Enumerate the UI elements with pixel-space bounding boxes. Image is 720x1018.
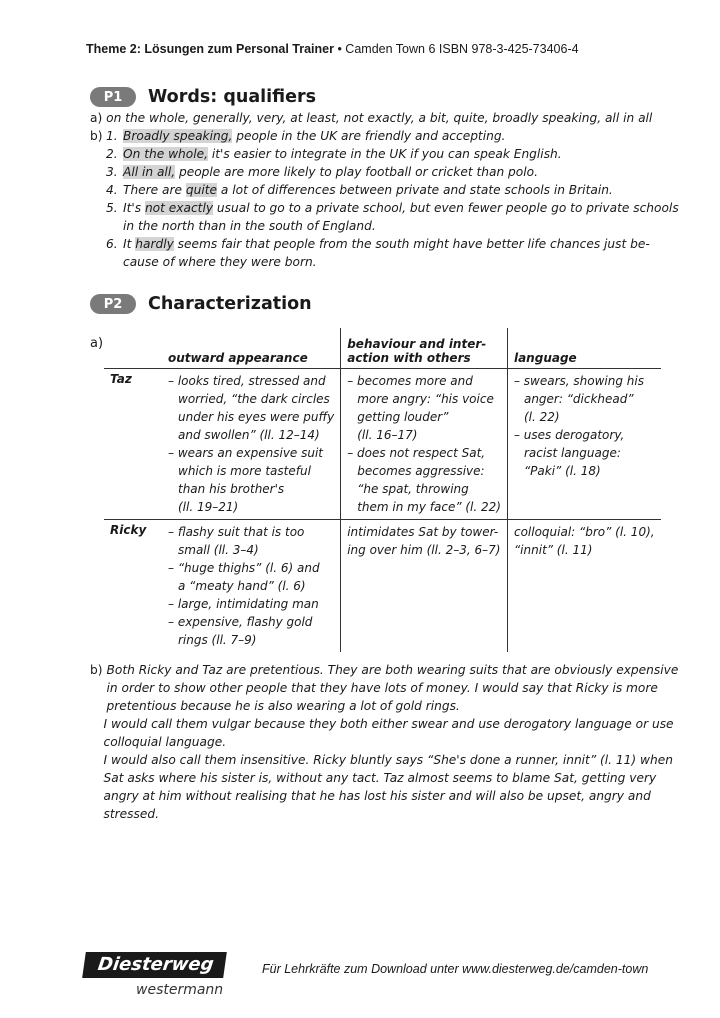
cell-line: – expensive, flashy gold [168,615,313,629]
highlighted-qualifier: not exactly [144,201,214,215]
b-text-line: Both Ricky and Taz are pretentious. They are both wearing suits that are obviously expensive [106,663,679,677]
cell-line: (ll. 16–17) [357,428,418,442]
cell-line: ing over him (ll. 2–3, 6–7) [347,543,501,557]
p2-badge: P2 [90,294,136,314]
b-text-line: I would call them vulgar because they both either swear and use derogatory language or use [103,717,674,731]
p1-b-num: 2. [106,147,118,161]
cell-line: under his eyes were puffy [178,410,335,424]
logo-diesterweg: Diesterweg [82,952,227,978]
cell-line: – does not respect Sat, [347,446,486,460]
characterization-table [104,328,661,652]
highlighted-qualifier: Broadly speaking, [123,129,233,143]
p1-a-text: on the whole, generally, very, at least, not exactly, a bit, quite, broadly speaking, all in all [106,111,653,125]
cell-line: getting louder” [357,410,449,424]
p1-b-item: 5. It's not exactly usual to go to a private school, but even fewer people go to private schools [106,201,679,215]
cell-line: – becomes more and [347,374,473,388]
p2-a-label: a) [90,336,104,351]
table-row-ricky [104,520,661,653]
cell-line: than his brother's [178,482,285,496]
p1-b-num: 1. [106,129,118,143]
publisher-logo [84,952,225,998]
table-row-taz [104,369,661,520]
cell-line: – uses derogatory, [513,428,625,442]
cell-line: – large, intimidating man [168,597,319,611]
cell-line: and swollen” (ll. 12–14) [178,428,320,442]
highlighted-qualifier: On the whole, [123,147,208,161]
ricky-appearance-cell [162,520,341,653]
b-text-line: stressed. [103,807,159,821]
p1-a-line: a) on the whole, generally, very, at least, not exactly, a bit, quite, broadly speaking, all in all [90,111,653,125]
b-text-line: pretentious because he is also wearing a lot of gold rings. [106,699,460,713]
cell-line: “innit” (l. 11) [513,543,593,557]
cell-line: becomes aggressive: [357,464,485,478]
p1-b-item: 4. There are quite a lot of differences between private and state schools in Britain. [106,183,613,197]
b-text-line: Sat asks where his sister is, without any tact. Taz almost seems to blame Sat, getting very [103,771,657,785]
cell-line: intimidates Sat by tower- [347,525,499,539]
taz-appearance-cell [162,369,341,520]
cell-line: (ll. 19–21) [178,500,239,514]
cell-line: a “meaty hand” (l. 6) [178,579,306,593]
p1-b-num: 6. [106,237,118,251]
b-text-line: colloquial language. [103,735,227,749]
p1-b-item: b)1. Broadly speaking, people in the UK are friendly and accepting. [90,129,506,143]
cell-line: rings (ll. 7–9) [178,633,257,647]
cell-line: – flashy suit that is too [168,525,305,539]
row-label-taz: Taz [104,369,162,520]
cell-line: – looks tired, stressed and [168,374,326,388]
highlighted-qualifier: All in all, [123,165,176,179]
corner-cell [104,328,162,369]
p1-b-item: in the north than in the south of England. [123,219,376,233]
p1-b-item: 2. On the whole, it's easier to integrate in the UK if you can speak English. [106,147,562,161]
cell-line: racist language: [523,446,621,460]
ricky-language-cell [507,520,660,653]
cell-line: “Paki” (l. 18) [523,464,601,478]
header-isbn: • Camden Town 6 ISBN 978-3-425-73406-4 [333,42,579,56]
b-text-line: angry at him without realising that he has lost his sister and will also be upset, angry and [103,789,651,803]
section-p1-heading [90,87,316,107]
cell-line: (l. 22) [523,410,560,424]
page-header [86,42,579,56]
footer-download-note: Für Lehrkräfte zum Download unter www.diesterweg.de/camden-town [262,962,649,976]
header-behaviour: behaviour and inter- action with others [341,328,508,369]
p1-badge: P1 [90,87,136,107]
highlighted-qualifier: quite [185,183,218,197]
ricky-behaviour-cell [341,520,508,653]
p1-b-item: cause of where they were born. [123,255,317,269]
cell-line: – wears an expensive suit [168,446,324,460]
cell-line: which is more tasteful [178,464,311,478]
cell-line: worried, “the dark circles [178,392,330,406]
highlighted-qualifier: hardly [135,237,174,251]
row-label-ricky: Ricky [110,523,147,537]
taz-behaviour-cell [341,369,508,520]
p1-b-item: 6. It hardly seems fair that people from the south might have better life chances just be- [106,237,650,251]
p1-b-num: 5. [106,201,118,215]
b-text-line: I would also call them insensitive. Ricky bluntly says “She's done a runner, innit” (l. 11) when [103,753,673,767]
cell-line: – swears, showing his [513,374,644,388]
cell-line: “he spat, throwing [357,482,469,496]
p2-b-text [90,661,678,823]
taz-language-cell [507,369,660,520]
header-title: Theme 2: Lösungen zum Personal Trainer [86,42,334,56]
cell-line: colloquial: “bro” (l. 10), [513,525,655,539]
cell-line: more angry: “his voice [357,392,494,406]
header-language: language [507,328,660,369]
p1-title: Words: qualifiers [148,87,317,107]
cell-line: – “huge thighs” (l. 6) and [168,561,320,575]
section-p2-heading [90,294,312,314]
b-text-line: in order to show other people that they have lots of money. I would say that Ricky is more [106,681,658,695]
cell-line: anger: “dickhead” [523,392,634,406]
p1-b-num: 3. [106,165,118,179]
p2-b-label: b) [90,663,103,677]
header-appearance: outward appearance [162,328,341,369]
p1-b-item: 3. All in all, people are more likely to play football or cricket than polo. [106,165,538,179]
logo-westermann: westermann [136,982,224,998]
p2-title: Characterization [148,294,312,314]
p1-b-num: 4. [106,183,118,197]
cell-line: them in my face” (l. 22) [357,500,501,514]
cell-line: small (ll. 3–4) [178,543,259,557]
